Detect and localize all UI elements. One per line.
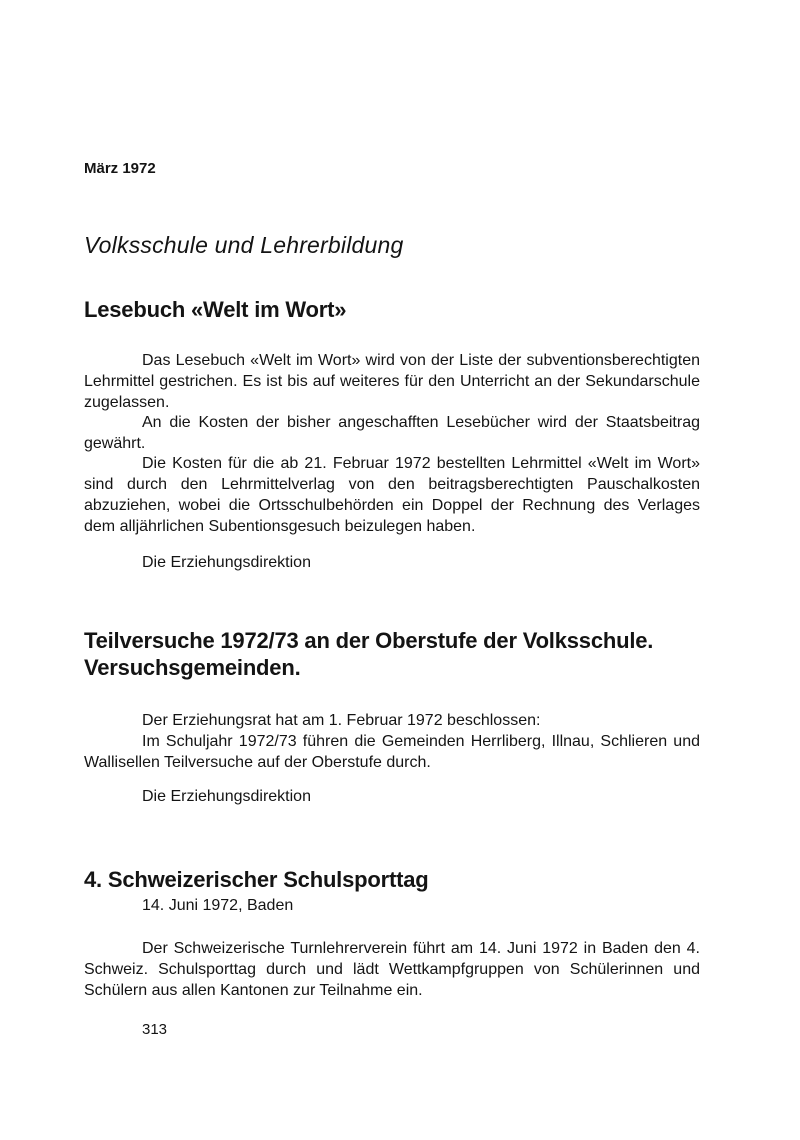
article-paragraph: An die Kosten der bisher angeschafften Lesebücher wird der Staatsbeitrag gewährt. <box>84 414 700 452</box>
article-signature: Die Erziehungsdirektion <box>142 554 311 571</box>
article-paragraph: Das Lesebuch «Welt im Wort» wird von der Liste der subventionsberechtigten Lehrmittel gestrichen. Es ist bis auf weiteres für den Unterricht an der Sekundarschule zugelassen. <box>84 352 700 411</box>
page-number: 313 <box>142 1021 168 1038</box>
article-paragraph: Der Erziehungsrat hat am 1. Februar 1972 beschlossen: <box>142 712 541 729</box>
article-paragraph: Im Schuljahr 1972/73 führen die Gemeinden Herrliberg, Illnau, Schlieren und Wallisellen Teilversuche auf der Oberstufe durch. <box>84 733 700 771</box>
article-subtitle: 14. Juni 1972, Baden <box>142 897 294 914</box>
article-title-teilversuche: Teilversuche 1972/73 an der Oberstufe der Volksschule. Versuchsgemeinden. <box>84 628 654 680</box>
section-title: Volksschule und Lehrerbildung <box>84 232 404 258</box>
article-signature: Die Erziehungsdirektion <box>142 788 311 805</box>
article-paragraph: Die Kosten für die ab 21. Februar 1972 bestellten Lehrmittel «Welt im Wort» sind durch den Lehrmittelverlag von den beitragsberechtigten Pauschalkosten abzuziehen, wobei die Ortsschulbehörden ein Doppel der Rechnung des Verlages dem alljährlichen Subentionsgesuch beizulegen haben. <box>84 455 700 535</box>
article-paragraph: Der Schweizerische Turnlehrerverein führt am 14. Juni 1972 in Baden den 4. Schweiz. Schulsporttag durch und lädt Wettkampfgruppen von Schülerinnen und Schülern aus allen Kantonen zur Teilnahme ein. <box>84 940 700 999</box>
article-title-schulsporttag: 4. Schweizerischer Schulsporttag <box>84 867 429 892</box>
page-date: März 1972 <box>84 160 156 177</box>
article-title-lesebuch: Lesebuch «Welt im Wort» <box>84 297 347 322</box>
